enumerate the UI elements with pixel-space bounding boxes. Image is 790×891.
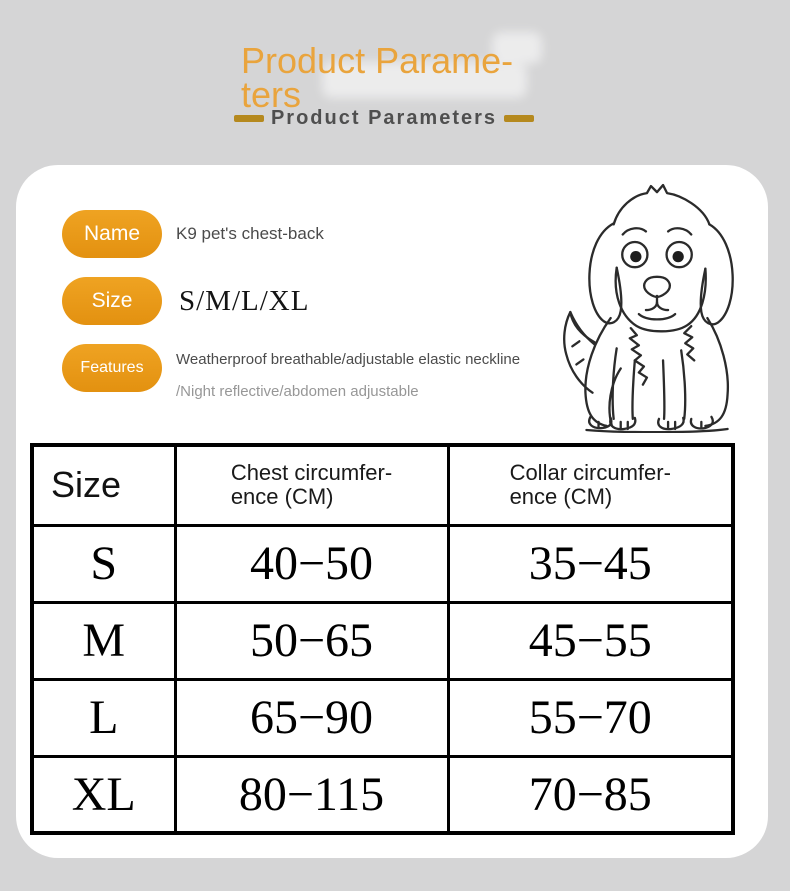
header-cell-chest	[175, 445, 448, 525]
spec-row-size	[62, 277, 309, 325]
size-row-l	[32, 679, 733, 756]
collar-header-line2: ence (CM)	[509, 484, 613, 510]
cell-collar: 70−85	[448, 756, 733, 833]
page-title	[241, 40, 514, 116]
cell-size: L	[32, 679, 175, 756]
cell-collar: 55−70	[448, 679, 733, 756]
cell-collar: 45−55	[448, 602, 733, 679]
name-label-pill: Name	[62, 210, 162, 258]
cell-chest: 40−50	[175, 525, 448, 602]
product-card	[16, 165, 768, 858]
cell-size: M	[32, 602, 175, 679]
cell-size: S	[32, 525, 175, 602]
title-dash-left	[234, 115, 264, 122]
features-value-line1: Weatherproof breathable/adjustable elastic neckline	[176, 351, 521, 368]
chest-header-line2: ence (CM)	[230, 484, 334, 510]
size-row-s	[32, 525, 733, 602]
collar-header-line1: Collar circumfer-	[509, 460, 671, 486]
cell-collar: 35−45	[448, 525, 733, 602]
page-title-line2: ters	[241, 74, 302, 116]
section-heading-label: Product Parameters	[270, 107, 498, 129]
chest-header-line1: Chest circumfer-	[230, 460, 393, 486]
cell-chest: 80−115	[175, 756, 448, 833]
cell-chest: 50−65	[175, 602, 448, 679]
header-cell-collar	[448, 445, 733, 525]
features-value	[176, 344, 520, 400]
dog-illustration	[550, 177, 764, 433]
section-heading	[0, 107, 779, 130]
cell-chest: 65−90	[175, 679, 448, 756]
features-value-line2: /Night reflective/abdomen adjustable	[176, 383, 419, 400]
size-value: S/M/L/XL	[179, 284, 310, 317]
features-label-pill: Features	[62, 344, 162, 392]
size-label-pill: Size	[62, 277, 162, 325]
name-value: K9 pet's chest-back	[176, 224, 324, 243]
size-row-m	[32, 602, 733, 679]
spec-row-name	[62, 210, 324, 258]
header-cell-size: Size	[32, 445, 175, 525]
size-table	[30, 443, 735, 835]
cell-size: XL	[32, 756, 175, 833]
title-dash-right	[504, 115, 534, 122]
size-row-xl	[32, 756, 733, 833]
page-title-line1: Product Parame-	[241, 40, 514, 82]
size-table-header-row	[32, 445, 733, 525]
spec-row-features	[62, 344, 520, 400]
